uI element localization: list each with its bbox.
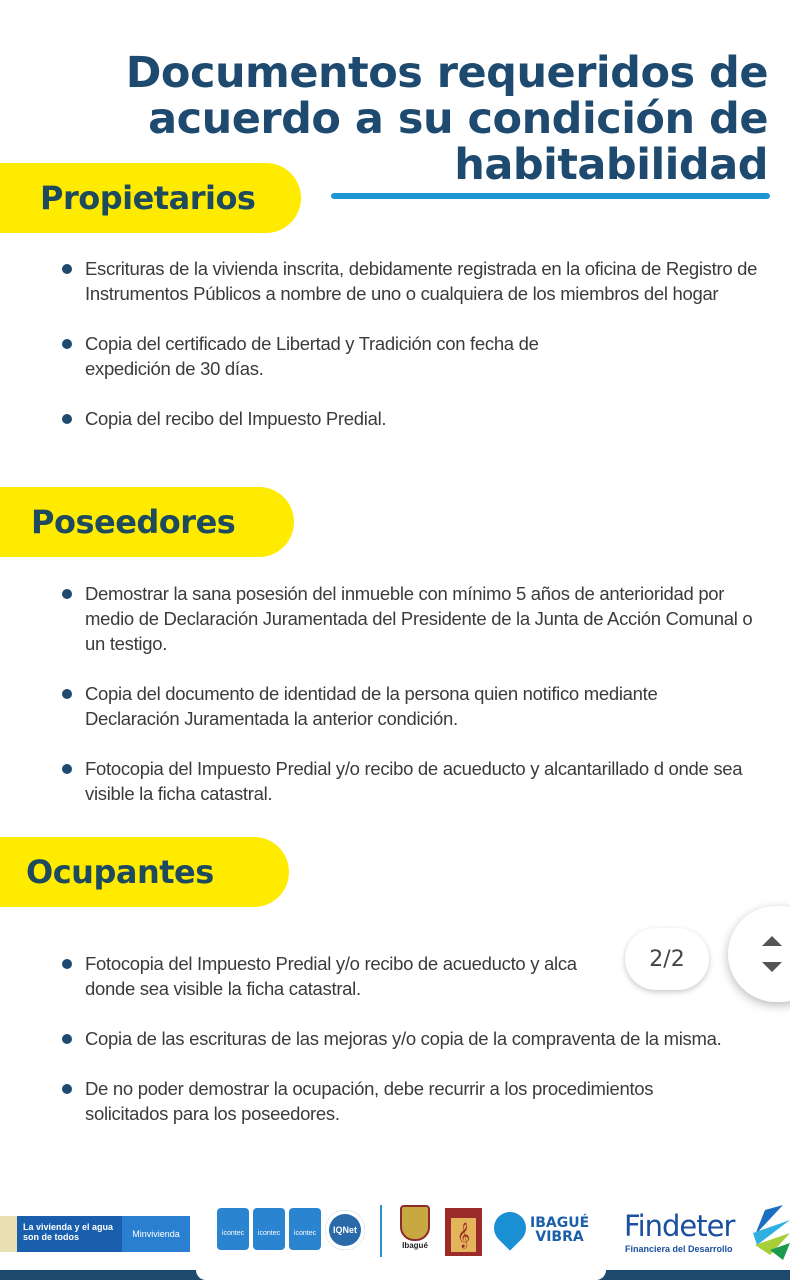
section-header-propietarios bbox=[0, 163, 301, 233]
propietarios-list bbox=[60, 256, 760, 431]
poseedores-list bbox=[60, 581, 765, 806]
list-item: Copia del documento de identidad de la persona quien notifico mediante Declaración Juramentada la anterior condición. bbox=[60, 681, 735, 731]
treble-clef-icon: 𝄞 bbox=[451, 1218, 476, 1252]
bullet-icon bbox=[62, 1034, 72, 1044]
footer-divider bbox=[380, 1205, 382, 1257]
icontec-logo: icontec bbox=[217, 1208, 249, 1250]
icontec-logo: icontec bbox=[289, 1208, 321, 1250]
bullet-icon bbox=[62, 689, 72, 699]
title-line-3: habitabilidad bbox=[454, 140, 768, 190]
bullet-icon bbox=[62, 589, 72, 599]
bullet-icon bbox=[62, 414, 72, 424]
bullet-icon bbox=[62, 764, 72, 774]
section-header-ocupantes bbox=[0, 837, 289, 907]
list-item: Fotocopia del Impuesto Predial y/o recibo de acueducto y alca donde sea visible la ficha catastral. bbox=[60, 951, 760, 1001]
section-title: Ocupantes bbox=[26, 853, 214, 891]
list-item: Fotocopia del Impuesto Predial y/o recibo de acueducto y alcantarillado d onde sea visible la ficha catastral. bbox=[60, 756, 765, 806]
bullet-icon bbox=[62, 959, 72, 969]
footer-tab bbox=[196, 1262, 606, 1280]
musical-logo bbox=[445, 1208, 482, 1256]
alcaldia-ibague-logo: Ibagué bbox=[396, 1205, 434, 1259]
findeter-mark-icon bbox=[745, 1205, 790, 1260]
ibague-vibra-pin-icon bbox=[494, 1212, 526, 1252]
section-header-poseedores bbox=[0, 487, 294, 557]
bullet-icon bbox=[62, 1084, 72, 1094]
bullet-icon bbox=[62, 264, 72, 274]
list-item: Copia del certificado de Libertad y Tradición con fecha de expedición de 30 días. bbox=[60, 331, 605, 381]
minvivienda-logo: La vivienda y el agua son de todos Minvivienda bbox=[0, 1216, 190, 1252]
findeter-logo: Findeter bbox=[624, 1209, 735, 1243]
triangle-up-icon[interactable] bbox=[762, 936, 782, 946]
iqnet-logo: IQNet bbox=[325, 1210, 365, 1250]
title-line-2: acuerdo a su condición de bbox=[148, 94, 768, 144]
colombia-shield-icon bbox=[0, 1216, 17, 1252]
list-item: Demostrar la sana posesión del inmueble con mínimo 5 años de anterioridad por medio de Declaración Juramentada del Presidente de la Junta de Acción Comunal o un testigo. bbox=[60, 581, 765, 656]
section-title: Poseedores bbox=[31, 503, 236, 541]
title-underline bbox=[331, 193, 770, 199]
findeter-tagline: Financiera del Desarrollo bbox=[625, 1244, 733, 1254]
ibague-vibra-logo: IBAGUÉ VIBRA bbox=[530, 1215, 590, 1245]
page-indicator: 2/2 bbox=[625, 928, 709, 990]
list-item: Escrituras de la vivienda inscrita, debidamente registrada en la oficina de Registro de Instrumentos Públicos a nombre de uno o cualquiera de los miembros del hogar bbox=[60, 256, 760, 306]
icontec-logo: icontec bbox=[253, 1208, 285, 1250]
list-item: Copia del recibo del Impuesto Predial. bbox=[60, 406, 760, 431]
bullet-icon bbox=[62, 339, 72, 349]
list-item: De no poder demostrar la ocupación, debe recurrir a los procedimientos solicitados para los poseedores. bbox=[60, 1076, 735, 1126]
section-title: Propietarios bbox=[40, 179, 256, 217]
title-line-1: Documentos requeridos de bbox=[125, 48, 768, 98]
list-item: Copia de las escrituras de las mejoras y/o copia de la compraventa de la misma. bbox=[60, 1026, 735, 1051]
coat-of-arms-icon bbox=[400, 1205, 430, 1241]
triangle-down-icon[interactable] bbox=[762, 962, 782, 972]
